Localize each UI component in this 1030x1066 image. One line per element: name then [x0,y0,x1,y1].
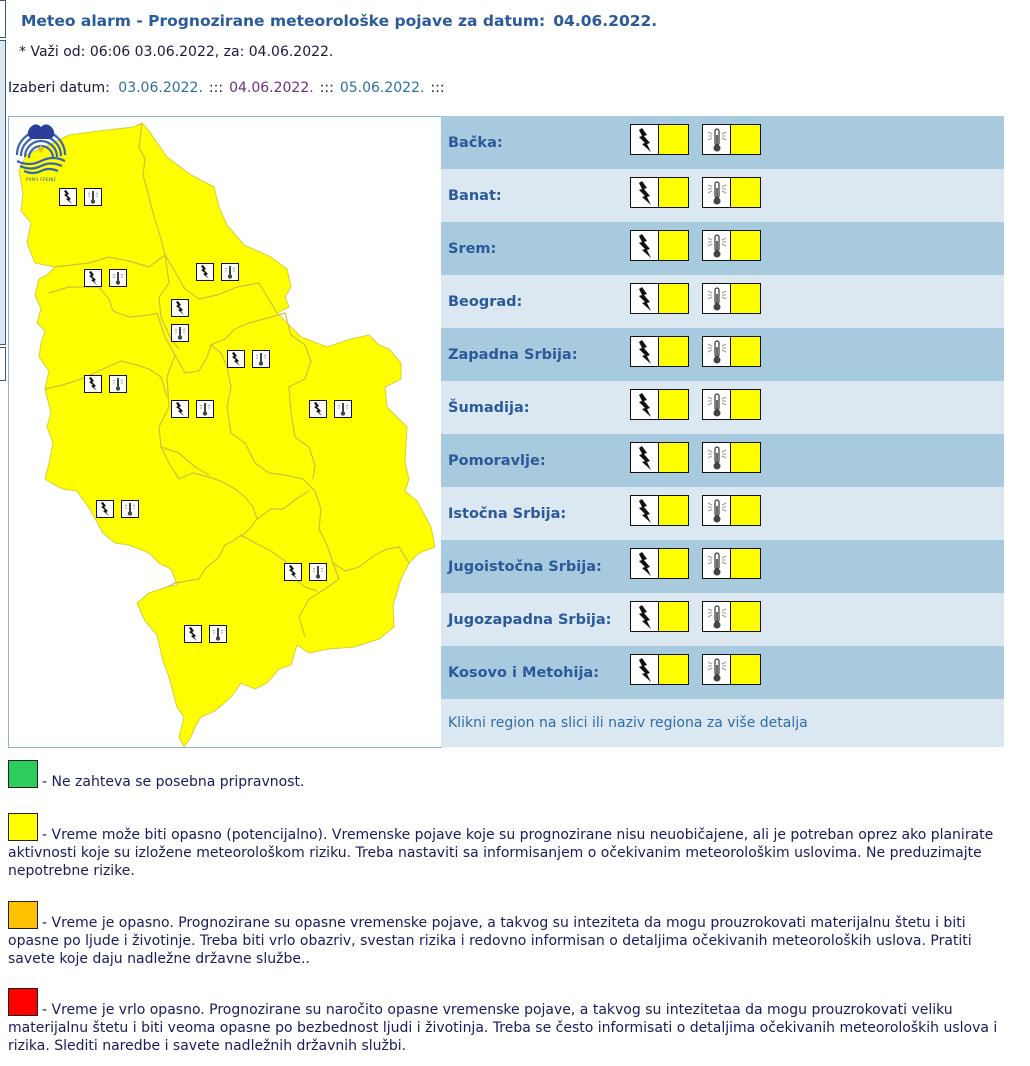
thermometer-icon [702,124,731,155]
lightning-icon [630,548,659,579]
map-thermometer-icon-backa[interactable] [84,188,102,206]
thunderstorm-warning[interactable] [630,442,689,473]
region-row[interactable] [441,540,1004,593]
thermometer-icon [702,548,731,579]
warning-level-swatch-yellow [659,442,689,473]
lightning-icon [630,442,659,473]
thunderstorm-warning[interactable] [630,283,689,314]
legend-green-text: - Ne zahteva se posebna pripravnost. [42,774,305,790]
warning-level-swatch-yellow [659,124,689,155]
date-separator: ::: [208,80,224,96]
map-lightning-icon-banat[interactable] [196,263,214,281]
date-link-1[interactable]: 04.06.2022. [229,80,314,96]
warning-level-swatch-yellow [731,495,761,526]
date-selector [8,80,451,96]
logo-caption: РХМЗ СРБИЈЕ [25,178,57,183]
warning-level-swatch-yellow [731,601,761,632]
high-temperature-warning[interactable] [702,124,761,155]
thermometer-icon [702,177,731,208]
thunderstorm-warning[interactable] [630,230,689,261]
legend-orange-text: - Vreme je opasno. Prognozirane su opasne vremenske pojave, a takvog su inteziteta da mogu prouzrokovati materijalnu štetu i biti opasne po ljude i životinje. Treba biti vrlo obazriv, svestan rizika i redovno informisan o detaljima očekivanih meteoroloških uslova. Pratiti savete koje daju nadležne državne službe.. [8,915,972,967]
high-temperature-warning[interactable] [702,177,761,208]
map-thermometer-icon-kosovo[interactable] [209,625,227,643]
thunderstorm-warning[interactable] [630,495,689,526]
map-thermometer-icon-srem[interactable] [109,269,127,287]
lightning-icon [630,601,659,632]
left-frame-edge-top [0,0,6,38]
warning-level-swatch-yellow [659,389,689,420]
legend-yellow-swatch [8,813,38,841]
lightning-icon [630,336,659,367]
lightning-icon [630,389,659,420]
region-row[interactable] [441,434,1004,487]
thunderstorm-warning[interactable] [630,548,689,579]
legend-green [8,760,1008,791]
thermometer-icon [702,654,731,685]
region-row[interactable] [441,487,1004,540]
serbia-warning-map[interactable] [8,116,442,748]
warning-level-swatch-yellow [731,177,761,208]
legend-yellow [8,813,1008,880]
left-frame-edge-bottom [0,347,6,381]
page-title-date: 04.06.2022. [553,12,658,30]
legend-red-text: - Vreme je vrlo opasno. Prognozirane su naročito opasne vremenske pojave, a takvog su intezitetaa da mogu prouzrokovati veliku materijalnu štetu i biti veoma opasne po bezbednost ljudi i životinja. Treba se često informisati o detaljima očekivanih meteoroloških uslova i rizika. Slediti naredbe i savete nadležnih državnih službi. [8,1002,998,1054]
date-link-2[interactable]: 05.06.2022. [339,80,425,96]
region-row[interactable] [441,275,1004,328]
region-row[interactable] [441,116,1004,169]
map-lightning-icon-pomoravlje[interactable] [227,350,245,368]
map-thermometer-icon-zapadna-srbija[interactable] [109,375,127,393]
warning-level-swatch-yellow [659,230,689,261]
high-temperature-warning[interactable] [702,230,761,261]
map-thermometer-icon-pomoravlje[interactable] [252,350,270,368]
thunderstorm-warning[interactable] [630,336,689,367]
thunderstorm-warning[interactable] [630,654,689,685]
warning-level-swatch-yellow [731,336,761,367]
legend-red-swatch [8,988,38,1016]
map-thermometer-icon-beograd[interactable] [171,324,189,342]
map-lightning-icon-istocna-srbija[interactable] [309,400,327,418]
thermometer-icon [702,601,731,632]
date-selector-label: Izaberi datum: [8,80,110,96]
date-separator: ::: [319,80,334,96]
legend-green-swatch [8,760,38,788]
legend-red [8,988,1008,1055]
region-name-link[interactable]: Istočna Srbija: [448,505,567,522]
page-title [21,12,657,30]
thunderstorm-warning[interactable] [630,389,689,420]
region-name-link[interactable]: Banat: [448,187,502,204]
lightning-icon [630,283,659,314]
warning-level-swatch-yellow [659,177,689,208]
map-thermometer-icon-banat[interactable] [221,263,239,281]
map-thermometer-icon-istocna-srbija[interactable] [334,400,352,418]
region-name-link[interactable]: Jugoistočna Srbija: [448,558,602,575]
high-temperature-warning[interactable] [702,442,761,473]
high-temperature-warning[interactable] [702,283,761,314]
region-name-link[interactable]: Kosovo i Metohija: [448,664,600,681]
thermometer-icon [702,336,731,367]
warning-level-swatch-yellow [731,283,761,314]
region-row[interactable] [441,381,1004,434]
region-row[interactable] [441,646,1004,699]
lightning-icon [630,177,659,208]
legend-yellow-text: - Vreme može biti opasno (potencijalno). Vremenske pojave koje su prognozirane nisu neuobičajene, ali je potreban oprez ako planirate aktivnosti koje su izložene meteorološkom riziku. Treba nastaviti sa informisanjem o očekivanim meteorološkim uslovima. Ne preduzimajte nepotrebne rizike. [8,827,994,879]
legend-orange-swatch [8,901,38,929]
high-temperature-warning[interactable] [702,601,761,632]
warning-level-swatch-yellow [731,548,761,579]
warning-level-swatch-yellow [659,336,689,367]
map-lightning-icon-sumadija[interactable] [171,400,189,418]
map-lightning-icon-jugozapadna-srbija[interactable] [96,500,114,518]
warning-level-swatch-yellow [731,230,761,261]
thermometer-icon [702,495,731,526]
warning-level-swatch-yellow [659,548,689,579]
map-lightning-icon-jugoistocna-srbija[interactable] [284,563,302,581]
thermometer-icon [702,442,731,473]
left-frame-edge-middle [0,40,6,345]
warning-level-swatch-yellow [659,495,689,526]
lightning-icon [630,230,659,261]
map-lightning-icon-zapadna-srbija[interactable] [84,375,102,393]
thunderstorm-warning[interactable] [630,124,689,155]
warning-level-swatch-yellow [731,442,761,473]
region-name-link[interactable]: Zapadna Srbija: [448,346,578,363]
region-name-link[interactable]: Beograd: [448,293,523,310]
region-row[interactable] [441,169,1004,222]
region-warning-table [441,116,1004,747]
region-row[interactable] [441,328,1004,381]
map-thermometer-icon-jugozapadna-srbija[interactable] [121,500,139,518]
thermometer-icon [702,389,731,420]
region-name-link[interactable]: Jugozapadna Srbija: [448,611,612,628]
thermometer-icon [702,230,731,261]
region-row[interactable] [441,222,1004,275]
legend-orange [8,901,1008,968]
region-row[interactable] [441,593,1004,646]
warning-level-swatch-yellow [731,654,761,685]
map-lightning-icon-backa[interactable] [59,188,77,206]
high-temperature-warning[interactable] [702,336,761,367]
date-link-0[interactable]: 03.06.2022. [118,80,203,96]
rhmz-logo-icon [9,117,73,183]
warning-level-swatch-yellow [659,601,689,632]
validity-text: * Važi od: 06:06 03.06.2022, za: 04.06.2022. [19,44,334,60]
page-title-text: Meteo alarm - Prognozirane meteorološke pojave za datum: [21,12,546,30]
map-lightning-icon-kosovo[interactable] [184,625,202,643]
map-thermometer-icon-jugoistocna-srbija[interactable] [309,563,327,581]
thunderstorm-warning[interactable] [630,601,689,632]
map-thermometer-icon-sumadija[interactable] [196,400,214,418]
high-temperature-warning[interactable] [702,548,761,579]
high-temperature-warning[interactable] [702,389,761,420]
lightning-icon [630,495,659,526]
warning-level-swatch-yellow [659,283,689,314]
serbia-map-shape[interactable] [9,117,441,747]
region-name-link[interactable]: Šumadija: [448,399,530,416]
thunderstorm-warning[interactable] [630,177,689,208]
warning-level-swatch-yellow [731,389,761,420]
region-name-link[interactable]: Pomoravlje: [448,452,546,469]
table-hint: Klikni region na slici ili naziv regiona za više detalja [441,699,1004,747]
date-separator: ::: [430,80,445,96]
region-name-link[interactable]: Srem: [448,240,497,257]
warning-level-swatch-yellow [659,654,689,685]
region-name-link[interactable]: Bačka: [448,134,503,151]
high-temperature-warning[interactable] [702,495,761,526]
lightning-icon [630,654,659,685]
thermometer-icon [702,283,731,314]
high-temperature-warning[interactable] [702,654,761,685]
map-lightning-icon-srem[interactable] [84,269,102,287]
map-lightning-icon-beograd[interactable] [171,299,189,317]
warning-level-swatch-yellow [731,124,761,155]
lightning-icon [630,124,659,155]
